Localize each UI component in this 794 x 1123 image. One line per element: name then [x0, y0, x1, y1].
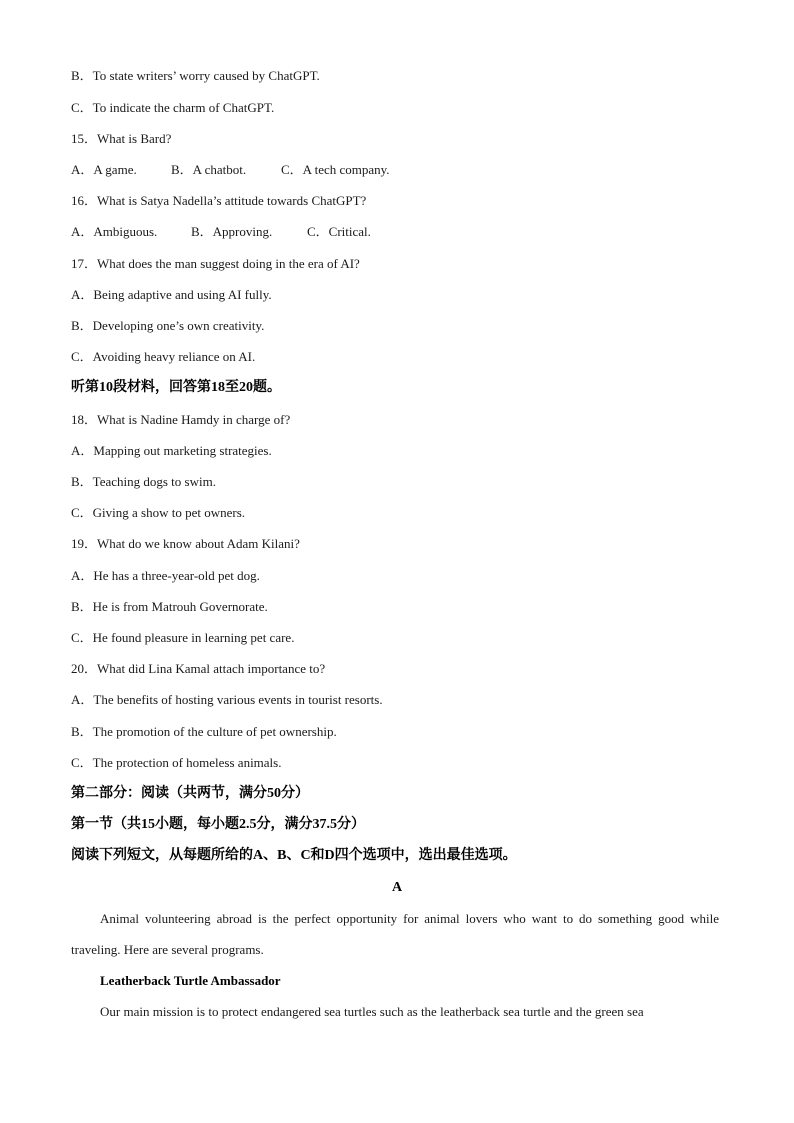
question-16: 16．What is Satya Nadella’s attitude towards ChatGPT? — [71, 193, 367, 208]
q19-option-b: B．He is from Matrouh Governorate. — [71, 599, 268, 614]
q15-option-a: A．A game. — [71, 162, 137, 177]
q17-option-a: A．Being adaptive and using AI fully. — [71, 287, 272, 302]
q15-option-b: B．A chatbot. — [171, 162, 247, 177]
q18-option-c: C．Giving a show to pet owners. — [71, 505, 246, 520]
section-instruction-10: 听第10段材料，回答第18至20题。 — [71, 380, 281, 395]
question-17: 17．What does the man suggest doing in the era of AI? — [71, 256, 360, 271]
passage-label: A — [391, 880, 403, 895]
q14-option-b: B．To state writers’ worry caused by ChatGPT. — [71, 68, 320, 83]
q16-option-c: C．Critical. — [307, 224, 371, 239]
q18-option-b: B．Teaching dogs to swim. — [71, 474, 216, 489]
question-15: 15．What is Bard? — [71, 131, 172, 146]
question-18: 18．What is Nadine Hamdy in charge of? — [71, 412, 291, 427]
q16-option-b: B．Approving. — [191, 224, 273, 239]
reading-instructions: 阅读下列短文，从每题所给的A、B、C和D四个选项中，选出最佳选项。 — [71, 848, 517, 863]
passage-paragraph-1-line-1: Animal volunteering abroad is the perfect opportunity for animal lovers who want to do something good while — [100, 911, 719, 926]
passage-paragraph-1-line-2: traveling. Here are several programs. — [71, 942, 264, 957]
q14-option-c: C．To indicate the charm of ChatGPT. — [71, 100, 275, 115]
section-one-heading: 第一节（共15小题，每小题2.5分，满分37.5分） — [71, 817, 365, 832]
passage-paragraph-2-line-1: Our main mission is to protect endangered sea turtles such as the leatherback sea turtle and the green sea — [100, 1004, 644, 1019]
q20-option-a: A．The benefits of hosting various events in tourist resorts. — [71, 692, 383, 707]
q18-option-a: A．Mapping out marketing strategies. — [71, 443, 272, 458]
q15-options — [71, 162, 390, 178]
q15-option-c: C．A tech company. — [281, 162, 390, 177]
q16-options — [71, 224, 371, 240]
q19-option-a: A．He has a three-year-old pet dog. — [71, 568, 260, 583]
q20-option-b: B．The promotion of the culture of pet ownership. — [71, 724, 337, 739]
q16-option-a: A．Ambiguous. — [71, 224, 158, 239]
question-20: 20．What did Lina Kamal attach importance to? — [71, 661, 326, 676]
q20-option-c: C．The protection of homeless animals. — [71, 755, 282, 770]
program-heading: Leatherback Turtle Ambassador — [100, 973, 281, 988]
part-two-heading: 第二部分：阅读（共两节，满分50分） — [71, 786, 309, 801]
q17-option-c: C．Avoiding heavy reliance on AI. — [71, 349, 256, 364]
question-19: 19．What do we know about Adam Kilani? — [71, 536, 300, 551]
q17-option-b: B．Developing one’s own creativity. — [71, 318, 265, 333]
q19-option-c: C．He found pleasure in learning pet care. — [71, 630, 295, 645]
